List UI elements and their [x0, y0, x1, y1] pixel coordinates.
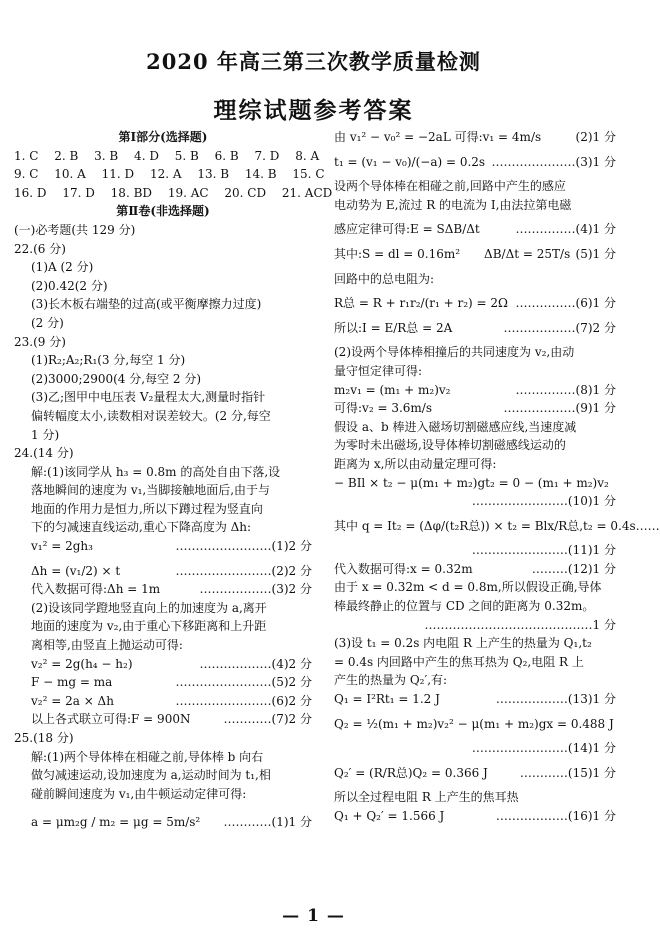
line-text: Q₂′ = (R/R总)Q₂ = 0.366 J: [334, 765, 488, 780]
right-line: (2)设两个导体棒相撞后的共同速度为 v₂,由动: [334, 345, 575, 360]
line-text: 由 v₁² − v₀² = −2aL 可得:v₁ = 4m/s: [334, 130, 542, 144]
right-line: − BIl × t₂ − μ(m₁ + m₂)gt₂ = 0 − (m₁ + m₂)v₂: [334, 475, 609, 490]
right-line: [334, 492, 616, 511]
right-line: 棒最终静止的位置与 CD 之间的距离为 0.32m。: [334, 599, 595, 614]
left-line: (1)R₂;A₂;R₁(3 分,每空 1 分): [31, 353, 186, 368]
right-line: 距离为 x,所以由动量定理可得:: [334, 456, 497, 471]
right-line: [334, 294, 616, 313]
line-text: 其中:S = dl = 0.16m² ΔB/Δt = 25T/s: [334, 246, 571, 261]
left-line: (1)A (2 分): [31, 260, 94, 275]
left-line: 地面的速度为 v₂,由于重心下移距离和上升距: [31, 619, 267, 634]
line-score: (5)1 分: [575, 246, 616, 261]
line-text: Q₁ + Q₂′ = 1.566 J: [334, 809, 445, 823]
line-text: v₂² = 2a × Δh: [31, 693, 114, 708]
right-line: = 0.4s 内回路中产生的焦耳热为 Q₂,电阻 R 上: [334, 654, 584, 669]
right-line: [334, 220, 616, 239]
right-line: 量守恒定律可得:: [334, 363, 423, 378]
line-score: ……………(8)1 分: [515, 382, 616, 397]
line-score: ……………………(10)1 分: [471, 494, 616, 509]
right-line: [334, 560, 616, 579]
right-line: 回路中的总电阻为:: [334, 271, 435, 286]
left-line: [14, 692, 312, 711]
left-line: 9. C 10. A 11. D 12. A 13. B 14. B 15. C: [14, 167, 325, 182]
line-score: ……………………(14)1 分: [471, 741, 616, 756]
line-text: Q₁ = I²Rt₁ = 1.2 J: [334, 692, 440, 707]
left-line: [14, 813, 312, 832]
right-line: 为零时未出磁场,设导体棒切割磁感线运动的: [334, 438, 566, 453]
left-line: 23.(9 分): [14, 334, 66, 349]
line-score: ……………(6)1 分: [515, 296, 616, 311]
left-line: 离相等,由竖直上抛运动可得:: [31, 638, 183, 653]
left-line: 第Ⅱ卷(非选择题): [116, 204, 210, 219]
title-main: 2020 年高三第三次教学质量检测: [146, 49, 481, 74]
line-text: 所以:I = E/R总 = 2A: [334, 320, 453, 335]
left-line: 做匀减速运动,设加速度为 a,运动时间为 t₁,相: [31, 768, 271, 783]
right-line: 假设 a、b 棒进入磁场切割磁感应线,当速度减: [334, 419, 577, 434]
left-line: (2)3000;2900(4 分,每空 2 分): [31, 371, 202, 386]
line-score: ……………………(5)2 分: [175, 675, 312, 690]
right-line: [334, 616, 616, 635]
left-line: [14, 580, 312, 599]
line-text: 感应定律可得:E = SΔB/Δt: [334, 222, 480, 237]
line-text: v₁² = 2gh₃: [31, 539, 93, 554]
right-line: 产生的热量为 Q₂′,有:: [334, 673, 448, 688]
line-score: (2)1 分: [575, 130, 616, 144]
line-score: ………………(7)2 分: [503, 320, 616, 335]
left-line: 偏转幅度太小,读数相对误差较大。(2 分,每空: [31, 408, 271, 423]
left-line: 落地瞬间的速度为 v₁,当脚接触地面后,由于与: [31, 483, 271, 498]
left-line: (2)0.42(2 分): [31, 278, 108, 293]
line-score: ………………(13)1 分: [495, 692, 616, 707]
line-score: ……: [635, 518, 660, 533]
left-line: 1. C 2. B 3. B 4. D 5. B 6. B 7. D 8. A: [14, 148, 320, 163]
right-line: [334, 807, 616, 826]
right-line: [334, 690, 616, 709]
line-score: ………………(9)1 分: [503, 401, 616, 416]
left-line: [14, 673, 312, 692]
line-score: ……………(4)1 分: [515, 222, 616, 237]
right-column: [334, 128, 660, 826]
left-line: (一)必考题(共 129 分): [14, 222, 136, 237]
right-line: [334, 739, 616, 758]
left-line: 解:(1)两个导体棒在相碰之前,导体棒 b 向右: [31, 749, 264, 764]
line-text: 其中 q = It₂ = (Δφ/(t₂R总)) × t₂ = Blx/R总,t₂ = 0.4s: [334, 518, 636, 533]
line-text: 代入数据可得:Δh = 1m: [31, 582, 161, 597]
left-line: 22.(6 分): [14, 241, 66, 256]
right-line: [334, 541, 616, 560]
line-text: 以上各式联立可得:F = 900N: [31, 712, 191, 727]
left-line: (2 分): [31, 315, 64, 330]
line-score: ……………………(2)2 分: [175, 563, 312, 578]
line-score: ……………………(6)2 分: [175, 693, 312, 708]
left-line: 第Ⅰ部分(选择题): [118, 130, 208, 144]
right-line: [334, 245, 616, 264]
right-line: Q₂ = ½(m₁ + m₂)v₂² − μ(m₁ + m₂)gx = 0.488 J: [334, 716, 614, 731]
line-score: …………(15)1 分: [519, 765, 616, 780]
line-text: F − mg = ma: [31, 675, 113, 690]
left-line: [14, 655, 312, 674]
left-line: [14, 710, 312, 729]
right-line: [334, 381, 616, 400]
line-text: m₂v₁ = (m₁ + m₂)v₂: [334, 382, 451, 397]
left-line: 碰前瞬间速度为 v₁,由牛顿运动定律可得:: [31, 786, 247, 801]
left-line: (3)长木板右端垫的过高(或平衡摩擦力过度): [31, 297, 262, 312]
right-line: [334, 399, 616, 418]
line-score: ……………………(1)2 分: [175, 539, 312, 554]
line-text: a = μm₂g / m₂ = μg = 5m/s²: [31, 815, 201, 830]
line-score: …………(7)2 分: [223, 712, 312, 727]
left-line: 16. D 17. D 18. BD 19. AC 20. CD 21. ACD: [14, 185, 333, 200]
right-line: 所以全过程电阻 R 上产生的焦耳热: [334, 790, 519, 805]
line-score: ………………(4)2 分: [199, 656, 312, 671]
right-line: 设两个导体棒在相碰之前,回路中产生的感应: [334, 179, 566, 194]
page-number: — 1 —: [282, 906, 345, 926]
left-line: 解:(1)该同学从 h₃ = 0.8m 的高处自由下落,设: [31, 464, 281, 479]
left-line: 1 分): [31, 427, 60, 442]
right-line: [334, 764, 616, 783]
line-text: R总 = R + r₁r₂/(r₁ + r₂) = 2Ω: [334, 296, 508, 311]
left-line: 下的匀减速直线运动,重心下降高度为 Δh:: [31, 520, 252, 535]
left-column: [14, 128, 333, 832]
right-line: 电动势为 E,流过 R 的电流为 I,由法拉第电磁: [334, 197, 572, 212]
line-text: 代入数据可得:x = 0.32m: [334, 561, 473, 576]
right-line: (3)设 t₁ = 0.2s 内电阻 R 上产生的热量为 Q₁,t₂: [334, 636, 592, 651]
right-line: [334, 319, 616, 338]
right-line: [334, 517, 660, 536]
line-text: Δh = (v₁/2) × t: [31, 563, 121, 578]
left-line: (2)设该同学蹬地竖直向上的加速度为 a,离开: [31, 600, 267, 615]
right-line: [334, 153, 616, 172]
title-sub: 理综试题参考答案: [213, 97, 414, 124]
left-line: 25.(18 分): [14, 731, 74, 745]
line-score: ……………………(11)1 分: [471, 543, 616, 558]
line-score: …………………(3)1 分: [491, 154, 616, 169]
left-line: (3)乙;图甲中电压表 V₂量程太大,测量时指针: [31, 390, 266, 405]
line-score: ………………(16)1 分: [495, 809, 616, 823]
line-text: t₁ = (v₁ − v₀)/(−a) = 0.2s: [334, 154, 486, 169]
left-line: 24.(14 分): [14, 446, 74, 461]
right-line: 由于 x = 0.32m < d = 0.8m,所以假设正确,导体: [334, 580, 602, 595]
line-text: 可得:v₂ = 3.6m/s: [334, 401, 432, 416]
line-score: ……………………………………1 分: [424, 617, 616, 632]
line-score: ………………(3)2 分: [199, 582, 312, 597]
line-text: v₂² = 2g(h₄ − h₂): [31, 656, 133, 671]
left-line: [14, 562, 312, 581]
right-line: [334, 128, 616, 147]
left-line: 地面的作用力是恒力,所以下蹲过程为竖直向: [31, 501, 263, 516]
line-score: ………(12)1 分: [531, 561, 616, 576]
left-line: [14, 537, 312, 556]
line-score: …………(1)1 分: [223, 815, 312, 830]
